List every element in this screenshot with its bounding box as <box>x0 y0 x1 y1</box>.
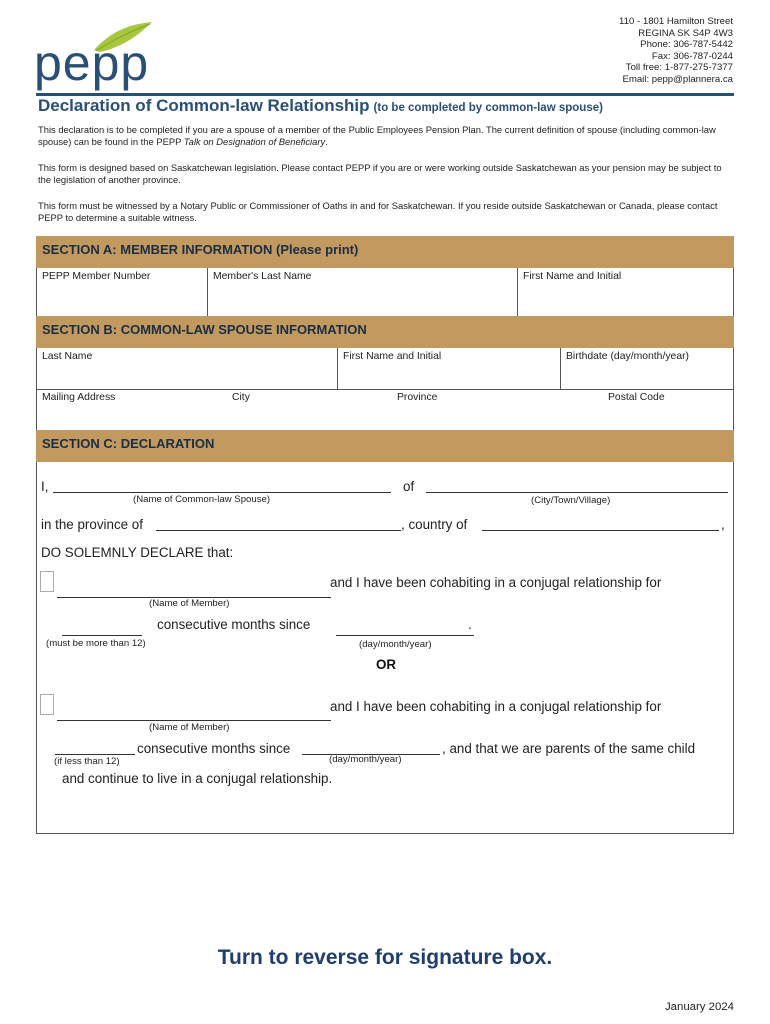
member-number-field[interactable] <box>37 268 208 317</box>
country-of-label: , country of <box>401 517 468 532</box>
option-1-cohabit-text: and I have been cohabiting in a conjugal relationship for <box>330 575 662 590</box>
spouse-birthdate-field[interactable] <box>561 348 733 389</box>
section-a-heading: SECTION A: MEMBER INFORMATION (Please print) <box>36 236 734 268</box>
form-title-sub: (to be completed by common-law spouse) <box>373 102 603 114</box>
intro-paragraph-1 <box>38 124 728 148</box>
option-1-months-label: consecutive months since <box>157 617 311 632</box>
postal-code-label: Postal Code <box>608 392 665 403</box>
option-2-cohabit-text: and I have been cohabiting in a conjugal relationship for <box>330 699 662 714</box>
spouse-name-line[interactable] <box>53 492 391 493</box>
spouse-birthdate-label: Birthdate (day/month/year) <box>566 351 690 362</box>
spouse-first-name-label: First Name and Initial <box>343 351 442 362</box>
intro-paragraph-3: This form must be witnessed by a Notary Public or Commissioner of Oaths in and for Saskatchewan. If you reside outside Saskatchewan or Canada, please contact PEPP to determine a suitable witness. <box>38 200 718 223</box>
section-b-grid <box>36 348 734 430</box>
contact-block <box>619 16 733 86</box>
member-first-name-label: First Name and Initial <box>523 271 622 282</box>
spouse-first-name-field[interactable] <box>338 348 561 389</box>
mailing-address-label: Mailing Address <box>42 392 116 403</box>
section-c-heading: SECTION C: DECLARATION <box>36 430 734 462</box>
option-2-continue-text: and continue to live in a conjugal relationship. <box>62 771 333 786</box>
spouse-last-name-label: Last Name <box>42 351 93 362</box>
section-b-heading: SECTION B: COMMON-LAW SPOUSE INFORMATION <box>36 316 734 348</box>
section-a-grid <box>36 268 734 317</box>
option-1-months-hint: (must be more than 12) <box>46 638 146 649</box>
intro-p1-end: . <box>325 136 328 147</box>
member-last-name-field[interactable] <box>208 268 518 317</box>
option-2-months-line[interactable] <box>55 754 135 755</box>
option-2-date-hint: (day/month/year) <box>329 754 402 765</box>
province-of-label: in the province of <box>41 517 143 532</box>
solemnly-declare-label: DO SOLEMNLY DECLARE that: <box>41 545 234 560</box>
option-1-checkbox[interactable] <box>40 571 54 592</box>
intro-paragraph-2: This form is designed based on Saskatchewan legislation. Please contact PEPP if you are or were working outside Saskatchewan as your pension may be subject to the legislation of another province. <box>38 162 722 185</box>
option-1-period: . <box>468 617 472 632</box>
option-1-date-hint: (day/month/year) <box>359 639 432 650</box>
pepp-logo <box>34 20 154 92</box>
member-first-name-field[interactable] <box>518 268 733 317</box>
province-label: Province <box>397 392 438 403</box>
city-town-line[interactable] <box>426 492 728 493</box>
form-date: January 2024 <box>664 1001 734 1013</box>
talk-publication-title: Talk on Designation of Beneficiary <box>183 136 326 147</box>
form-title-main: Declaration of Common-law Relationship <box>38 96 370 115</box>
option-2-months-label: consecutive months since <box>137 741 291 756</box>
email-line: Email: pepp@plannera.ca <box>622 73 733 85</box>
trailing-comma: , <box>721 517 725 532</box>
option-2-checkbox[interactable] <box>40 694 54 715</box>
option-2-member-line[interactable] <box>57 720 331 721</box>
city-label: City <box>232 392 250 403</box>
mailing-address-row[interactable] <box>37 389 733 430</box>
option-2-member-hint: (Name of Member) <box>149 722 230 733</box>
option-1-months-line[interactable] <box>62 635 142 636</box>
spouse-last-name-field[interactable] <box>37 348 338 389</box>
fax-line: Fax: 306-787-0244 <box>651 50 733 62</box>
option-1-date-line[interactable] <box>336 635 474 636</box>
option-2-parents-text: , and that we are parents of the same child <box>442 741 696 756</box>
tollfree-line: Toll free: 1-877-275-7377 <box>625 62 733 74</box>
or-label: OR <box>376 657 397 672</box>
address-line: 110 - 1801 Hamilton Street <box>619 16 733 27</box>
declaration-box <box>36 462 734 834</box>
form-title <box>38 96 603 116</box>
member-last-name-label: Member's Last Name <box>213 271 312 282</box>
province-line[interactable] <box>156 530 401 531</box>
logo-wordmark: pepp <box>34 35 150 91</box>
spouse-name-hint: (Name of Common-law Spouse) <box>133 494 271 505</box>
city-town-hint: (City/Town/Village) <box>531 495 611 506</box>
of-label: of <box>403 479 415 494</box>
phone-line: Phone: 306-787-5442 <box>640 39 733 51</box>
option-1-member-hint: (Name of Member) <box>149 598 230 609</box>
intro-p1-text: This declaration is to be completed if you are a spouse of a member of the Public Employees Pension Plan. The current definition of spouse (including common-law spouse) can be found in the PEPP <box>38 124 716 147</box>
turn-to-reverse-note: Turn to reverse for signature box. <box>217 946 553 969</box>
option-2-months-hint: (if less than 12) <box>54 756 120 767</box>
i-label: I, <box>41 479 49 494</box>
country-line[interactable] <box>482 530 719 531</box>
member-number-label: PEPP Member Number <box>42 271 151 282</box>
city-line: REGINA SK S4P 4W3 <box>638 27 733 39</box>
